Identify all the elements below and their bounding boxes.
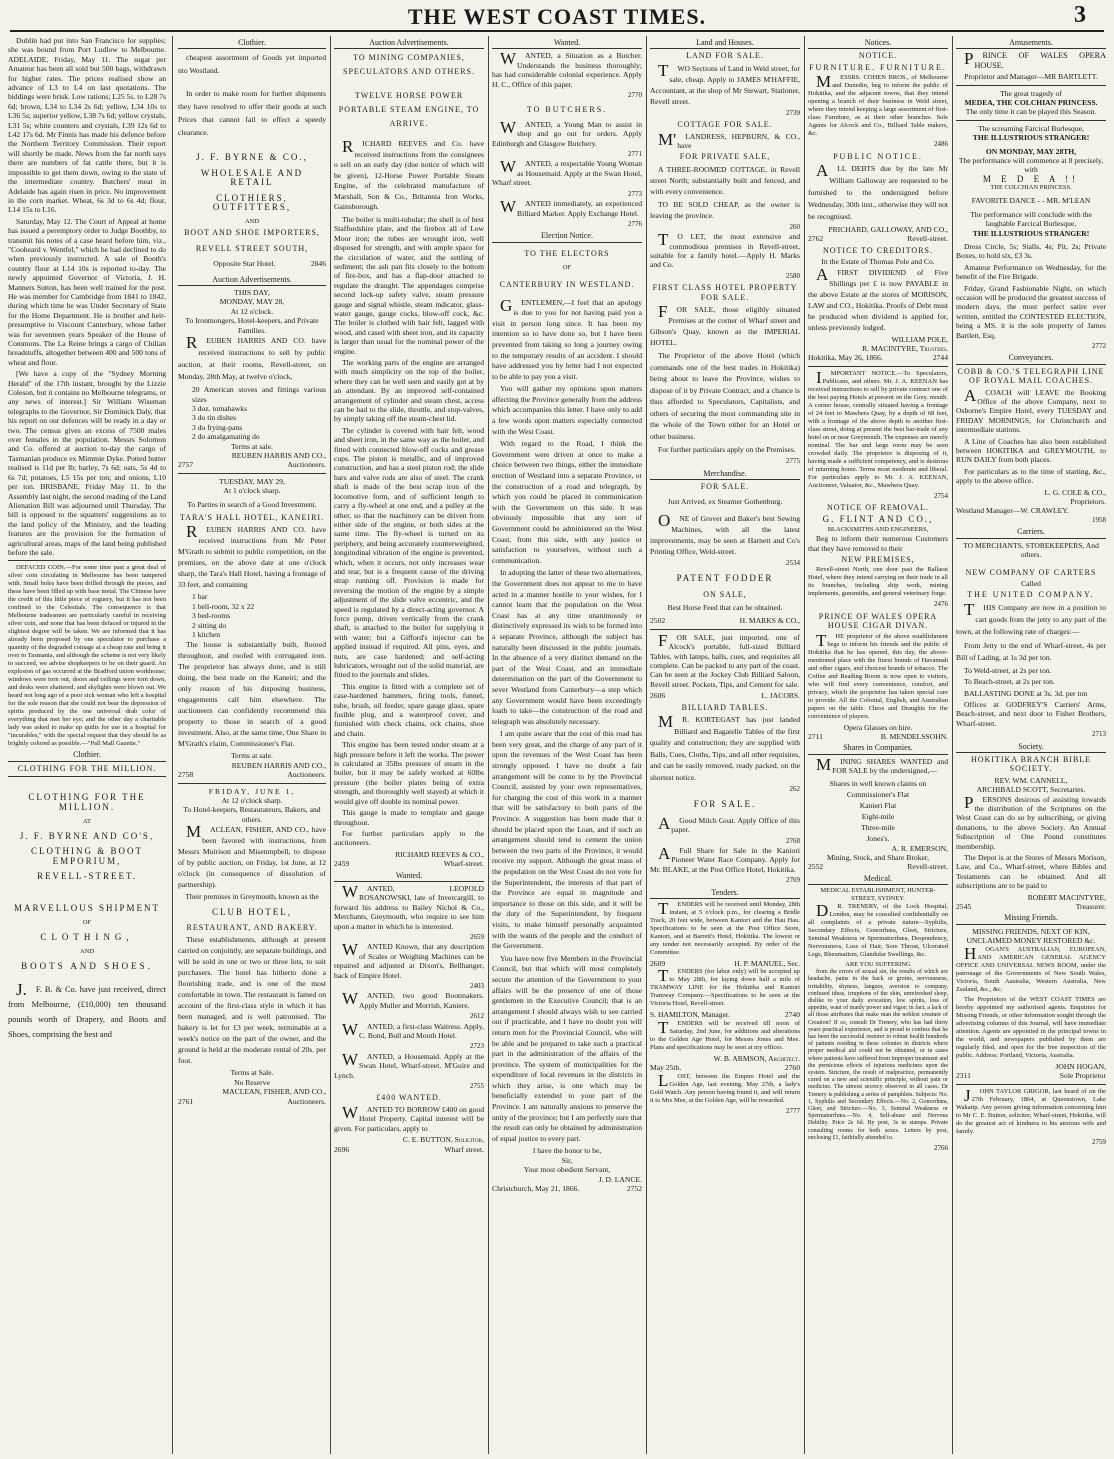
section-heading-shares: Shares in Companies. xyxy=(808,743,948,754)
divider xyxy=(178,473,326,474)
butchers-headline: TO BUTCHERS. xyxy=(526,105,608,115)
hotel-name: CLUB HOTEL, xyxy=(212,906,292,917)
ad-number: 1958 xyxy=(1092,515,1106,524)
column-rule xyxy=(952,36,953,1454)
ad-number: 2755 xyxy=(470,1082,484,1091)
tender-ad: TENDERS will be received till noon of Saturday, 2nd June, for additions and alterations to the Golden Age Hotel, for Messrs Jones and Mee. Plans and specifications may be seen at my offices. xyxy=(650,1017,800,1051)
ad-footer: S. HAMILTON, Manager. 2740 xyxy=(650,1010,800,1020)
column-rule xyxy=(488,36,489,1454)
section-heading-election: Election Notice. xyxy=(492,231,642,242)
list-item: 3 do frying-pans xyxy=(192,422,243,432)
hotel-name: TARA'S HALL HOTEL, KANEIRI. xyxy=(179,512,325,522)
carriers-headline: TO MERCHANTS, STOREKEEPERS, And others. xyxy=(963,540,1099,560)
ad-footer: 2552 Revell-street. xyxy=(808,862,948,872)
clothier-text: In order to make room for further shipments they have resolved to offer their goods at such Prices that cannot fail to effect a speedy clearance. xyxy=(178,89,326,138)
carriers-headline: THE UNITED COMPANY. xyxy=(967,590,1095,600)
divider xyxy=(8,560,166,561)
divider xyxy=(956,85,1106,86)
engine-text: This gauge is made to template and gauge throughout. xyxy=(334,808,484,827)
coach-proprietor: L. G. COLE & CO., xyxy=(1044,487,1106,497)
merch-headline: BILLIARD TABLES. xyxy=(681,702,769,712)
column-rule xyxy=(646,36,647,1454)
theatre-text: The performance will conclude with the laughable Farcical Burlesque, xyxy=(970,209,1092,229)
auctioneer-signature: REUBEN HARRIS AND CO., xyxy=(231,760,326,770)
auction-reserve: No Reserve xyxy=(234,1077,270,1087)
carriers-headline: NEW COMPANY OF CARTERS xyxy=(965,567,1097,577)
ad-footer: 2545 Treasurer. xyxy=(956,902,1106,912)
auction-audience: To Ironmongers, Hotel-keepers, and Private Families. xyxy=(185,316,319,335)
wanted-ad: WANTED TO BORROW £400 on good Hotel Property. Capital interest will be given. For particulars, apply to xyxy=(334,1102,484,1133)
dance-line: FAVORITE DANCE - - MR. M'LEAN xyxy=(971,196,1091,206)
street-name: REVELL-STREET. xyxy=(36,871,138,882)
column-4 xyxy=(492,36,642,1454)
newspaper-title: THE WEST COAST TIMES. xyxy=(407,4,707,29)
ad-footer: 2762 Revell-street. xyxy=(808,234,948,244)
divider xyxy=(650,629,800,630)
wholesale-line: WHOLESALE AND RETAIL xyxy=(200,167,304,188)
section-heading-society: Society. xyxy=(956,742,1106,753)
merch-headline: FOR SALE. xyxy=(700,481,750,491)
play-subtitle: THE COLCHIAN PRINCESS. xyxy=(990,184,1072,192)
clothing-headline: CLOTHING FOR THE MILLION. xyxy=(17,763,157,773)
auction-text: Their premises in Greymouth, known as the xyxy=(185,892,319,902)
news-defaced-coin: DEFACED COIN.—For some time past a great deal of silver coin circulating in Melbourne has been tampered with. Small holes have been drilled through the pieces, and these have been filled up with base metal. The Chinese have the credit of this little piece of roguery, but it has not been confined to the Celestials. The consequence is that Melbourne tradesmen are particularly careful in receiving silver coin, and none that has been defaced or injured in the slightest degree will be taken. We are informed that it has already been proposed by one speculator to purchase a quantity of the degraded coinage at a cheap rate and bring it over to Tasmania, and although the scheme is not very likely to succeed, we advise shopkeepers to be on their guard. An explosion of gas occurred at the Bradford union workhouse; windows were torn out, doors and ceilings were torn down, and desks were shattered, and skylights were blown out. We heard not long ago of a poor sick woman who left a hospital for the sole reason that she could not bear the depression of spirits produced by the one universal drab color of everything that met her eye; and the other day a charitable lady was asked to make up quilts for use in a hospital for "incurables," with the special request that they should be as brightly colored as possible.—"Pall Mall Gazette." xyxy=(8,564,166,748)
letter-closing: I have the honor to be, xyxy=(532,1146,602,1156)
ad-footer: May 25th. 2760 xyxy=(650,1063,800,1073)
missing-text: HOGAN'S AUSTRALIAN, EUROPEAN, AND AMERICAN GENERAL AGENCY OFFICE AND UNIVERSAL NEWS ROOM, under the patronage of the Governments of New South Wales, Victoria, South Australia, Western Australia, New Zealand, &c., &c. xyxy=(956,943,1106,993)
notice-text: ALL DEBTS due by the late Mr William Galloway are requested to be furnished to the undersigned before Wednesday, 30th inst., otherwise they will not be recognised. xyxy=(808,161,948,222)
byrne-name: J. F. BYRNE AND CO'S, xyxy=(19,830,155,841)
society-text: PERSONS desirous of assisting towards the distribution of the Scriptures on the West Coast can do so by subscribing, or giving donations, to the above Society. An Annual Subscription of One Pound constitutes membership. xyxy=(956,792,1106,851)
auction-date: FRIDAY, JUNE 1, xyxy=(208,786,296,796)
ad-number: 2486 xyxy=(934,140,948,149)
election-letter: You have now five Members in the Provincial Council, but that which will most completely secure the attention of the Government to your affairs will be the presence of one of those gentlemen in the Executive Council; that is an arrangement I should always wish to see carried out if practicable, and I have no doubt you will return men for the Provincial Council, who will be able and be prepared to take such a practical part in the administration of the affairs of the province. The system of municipalities for the expenditure of local revenues in the districts in which they arise, is one which may be beneficially extended to your part of the Province. I am naturally anxious to preserve the unity of the province; but I am perfectly sure that the result can only be obtained by administration of equal justice to every part. xyxy=(492,953,642,1143)
address-line: REVELL STREET SOUTH, xyxy=(195,243,309,253)
agency-signature: JOHN HOGAN, xyxy=(1055,1061,1106,1071)
ad-word: AND xyxy=(79,948,95,956)
ad-number: 262 xyxy=(789,785,800,793)
section-heading-clothier: Clothier. xyxy=(178,38,326,49)
auction-date: MONDAY, MAY 28, xyxy=(219,297,285,307)
ticket-prices: Dress Circle, 5s; Stalls, 4s; Pit, 2s; Private Boxes, to hold six, £3 3s. xyxy=(956,241,1106,261)
engine-text: The cylinder is covered with hair felt, wood and sheet iron, in the same way as the boiler, and fitted with connected blow-off cocks and grease cups. The piston is metallic, and of improved construction, and has a steel piston rod; the slide bars and valve rods are also of steel. The crank shaft is made of the best scrap iron of the locomotive form, and of sufficient length to carry a fly-wheel at one end, and a pulley at the other, so that the machinery can be driven from either side of the engine, or both sides at the same time. The fly-wheel is turned on its periphery, and being accurately counterweighted, longitudinal vibration of the engine is prevented, which, when it occurs, not only increases wear and tear, but is a frequent cause of the driving strap running off. Provision is made for reversing the motion of the engine by a simple adjustment of the slide valve eccentric, and the speed is regulated by a direct-acting governor. A force pump, driven vertically from the crank shaft, is attached to the boiler for supplying it with water; but a Gifford's injector can be applied instead if required. All pins, eyes, and nuts, are case hardened; and self-acting lubricators, wrought out of the solid material, are fitted to the journals and slides. xyxy=(334,425,484,680)
trustee-name: WILLIAM POLE, xyxy=(891,334,948,344)
merch-ad: AGood Milch Goat. Apply Office of this paper. xyxy=(658,813,800,835)
ad-footer: 2459 Wharf-street. xyxy=(334,859,484,869)
section-heading-clothier: Clothier. xyxy=(8,750,166,761)
auction-time: At 12 o'clock. xyxy=(230,306,274,316)
theatre-manager: Proprietor and Manager—MR BARTLETT. xyxy=(964,72,1098,82)
ad-footer: Christchurch, May 21, 1866. 2752 xyxy=(492,1184,642,1194)
auction-text: The house is substantially built, floored throughout, and roofed with corrugated iron. The proprietor has always done, and is still doing, the best trade on the Kaneiri; and the only reason of his disposing business, engagements call him elsewhere. The auctioneers can confidently recommend this property to those in search of a good investment. Also, at the same time, One Share in M'Grath's claim, Commissioner's Flat. xyxy=(178,640,326,749)
wanted-ad: WANTED Known, that any description of Scales or Weighing Machines can be repaired and adjusted at Dixon's, Bellhanger, back of Empire Hotel. xyxy=(334,940,484,980)
divider xyxy=(956,1084,1106,1085)
section-heading-notices: Notices. xyxy=(808,38,948,49)
section-heading-auction: Auction Advertisements. xyxy=(178,275,326,286)
theatre-text: The screaming Farcical Burlesque, xyxy=(978,123,1084,133)
merch-ad: AFull Share for Sale in the Kaniori Pioneer Water Race Company. Apply for Mr. BLAKE, at the Post Office Hotel, Hokitika. xyxy=(650,844,800,874)
news-telegrams: Dublin had put into San Francisco for supplies; she was bound from Port Ludlow to Melbourne. ADELAIDE, Friday, May 11. The sugar per Amateur has been all sold but 500 bags, withdrawn for higher rates. The prices realised show an advance of L3 to L4 on last quotations. The biddings were brisk. Low rations; L25 5s. to L28 7s 6d; brown, L34 to L34 2s 6d; yellow, L34 10s to L36 5s; superior yellow, L38 7s 6d; yellow crystals, L31 5s; white counters and crystals, L39 12s 6d to L42 17s 6d. Mr Finnis has made his defence before the Northern Territory Commission. Their report will shortly be made. News from the far north says there are numbers of fat cattle there, but it is impossible to get them down, owing to the state of the intermediate country. Butchers' meat in Adelaide has again risen in price. No improvement in the corn market. Wheat, 6s 3d to 6s 4d; flour, L14 15s to L16. xyxy=(8,36,166,215)
solicitor-signature: C. E. BUTTON, Solicitor, xyxy=(402,1135,484,1145)
auction-time: At 12 o'clock sharp. xyxy=(221,796,283,806)
play-title: M E D E A !! xyxy=(982,173,1080,184)
election-headline: TO THE ELECTORS xyxy=(524,248,610,258)
ad-number: 2580 xyxy=(786,271,800,280)
list-item: Kanieri Flat xyxy=(859,800,897,810)
list-item: 3 do tin dishes xyxy=(192,413,237,423)
notice-estate: In the Estate of Thomas Pole and Co. xyxy=(821,257,935,267)
wanted-ad: WANTED immediately, an experienced Billiard Marker. Apply Exchange Hotel. xyxy=(500,197,642,218)
broker-name: A. R. EMERSON, xyxy=(891,843,948,853)
notice-text: IMPORTANT NOTICE.—To Speculators, Publicans, and others. Mr. J. A. KEENAN has received instructions to sell by private contract one of the best paying Hotels at present on the Grey. mouth. A corner house, centrally situated having a frontage of 24 feet to Mawhera Quay, by a depth of 68 feet, with a frontage of the above depth to another first-class street, doing at present the best bar-trade of any hotel on or near Greymouth. The expenses are merely nominal. The bar and large room may be seen crowded daily. The proprietor is disposing of it, having made a sufficient competency, and is desirous of returning home. Terms most moderate and liberal. For particulars apply to Mr. J. A. KEENAN, Auctioneer, Valuator, &c., Mawhera Quay. xyxy=(808,367,948,489)
merch-note: Best Horse Feed that can be obtained. xyxy=(667,602,783,612)
notice-text: Beg to inform their numerous Customers that they have removed to their xyxy=(808,534,948,553)
notice-headline: PUBLIC NOTICE. xyxy=(833,151,923,161)
land-headline: FOR PRIVATE SALE, xyxy=(679,152,771,162)
merch-note: Just Arrived, ex Steamer Gothenburg. xyxy=(667,497,783,507)
emporium-name: CLOTHING & BOOT EMPORIUM, xyxy=(31,846,143,866)
ad-footer: 2758 Auctioneers. xyxy=(178,770,326,780)
list-item: 1 kitchen xyxy=(192,630,221,639)
ad-footer: Westland Manager—W. CRAWLEY. xyxy=(956,506,1069,516)
notice-text: MESSRS. COHEN BROS., of Melbourne and Dunedin, beg to inform the public of Hokitika, and the adjacent towns, that they intend opening a branch of their business in Weld street, where they intend keeping a large assortment of first-class Furniture, as at their other branches. Sole Agents for Alcock and Co., Billiard Table makers, &c. xyxy=(808,72,948,138)
engine-text: This engine is fitted with a complete set of case-hardened hammers, firing tools, funnel, tube, brush, oil feeder, spare gauge glass, spare fusible plug, and a waterproof cover, and furnished with check chains, ock chains, shoe and chain. xyxy=(334,681,484,738)
notice-headline: NOTICE TO CREDITORS. xyxy=(822,245,933,255)
society-secretaries: REV. WM. CANNELL, ARCHIBALD SCOTT, Secretaries. xyxy=(976,775,1086,795)
land-ad: TWO Sections of Land in Weld street, for sale, cheap. Apply to JAMES M'HAFFIE, Accountant, at the shop of Mr Stewart, Stationer, Revell street. xyxy=(650,60,800,106)
section-heading-wanted: Wanted. xyxy=(334,871,484,882)
ad-number: 2476 xyxy=(934,600,948,609)
notice-text: Revell-street North, one door past the Ballarat Hotel, where they intend carrying on their trade in all its branches, including ship work, mining implements, gunsmiths, and general veterinary forge. xyxy=(808,566,948,598)
section-heading-merchandise: Merchandise. xyxy=(650,469,800,480)
notice-text: Opera Glasses on hire. xyxy=(843,722,913,732)
wanted-ad: WANTED, a first-class Waitress. Apply, C. Bond, Bull and Mouth Hotel. xyxy=(342,1019,484,1041)
land-ad: For further particulars apply on the Premises. xyxy=(658,445,796,455)
list-item: 3 bed-rooms xyxy=(192,611,231,621)
divider xyxy=(178,783,326,784)
address-note: Opposite Star Hotel. 2846 xyxy=(213,259,326,269)
ad-footer: Hokitika, May 26, 1866. 2744 xyxy=(808,353,948,363)
ad-number: 2776 xyxy=(628,219,642,228)
ad-number: 2768 xyxy=(786,836,800,845)
coach-proprietor: Proprietors. xyxy=(1070,497,1106,507)
notice-headline: NOTICE. xyxy=(858,51,898,61)
medical-headline: MEDICAL ESTABLISHMENT, HUNTER-STREET, SYDNEY. xyxy=(820,887,936,903)
merch-headline: PATENT FODDER xyxy=(676,573,774,584)
carriers-text: Offices at GODFREY'S Carriers' Arms, Beach-street, and next door to Fisher Brothers, Wharf-street. xyxy=(956,699,1106,728)
architect-signature: W. B. ARMSON, Architect. xyxy=(713,1053,800,1063)
engine-text: This engine has been tested under steam at a high pressure before it left the works. The power is calculated at 35lbs pressure of steam in the boiler, but it may be safely worked at 60lbs pressure (the boiler plates being of extra strength, and thoroughly well stayed) at which it would give off double its nominal power. xyxy=(334,740,484,806)
medical-text: DR. TRENERY, of the Lock Hospital, London, may be consulted confidentially on all complaints of a private nature—Syphilis, Secondary Effects, Gonorrhœa, Gleet, Stricture, Seminal Weakness or Spermatorrhœa, Despondency, Nervousness, Loss of Hair, Sore Throat, Ulcerated Legs, Rheumatism, Glandular Swellings, &c. xyxy=(808,901,948,959)
clothiers-line: CLOTHIERS, OUTFITTERS, xyxy=(212,192,292,213)
wanted-ad: WANTED, a Housemaid. Apply at the Swan Hotel, Wharf-street. M'Guire and Lynch. xyxy=(334,1049,484,1080)
coach-text: ACOACH will LEAVE the Booking Office of the above Company, next to Osborne's Empire Hotel, every TUESDAY and FRIDAY MORNINGS, for Christchurch and intermediate stations. xyxy=(956,385,1106,435)
play-title: THE ILLUSTRIOUS STRANGER! xyxy=(972,228,1090,238)
ad-word: OF xyxy=(82,919,92,926)
ad-word: AND xyxy=(244,218,260,226)
hotel-rooms xyxy=(192,592,326,639)
column-6 xyxy=(808,36,948,1454)
auction-time: At 1 o'clock sharp. xyxy=(223,486,281,496)
ad-number: 2773 xyxy=(628,189,642,198)
land-headline: FIRST CLASS HOTEL PROPERTY FOR SALE. xyxy=(652,283,798,302)
lost-ad: LOST, between the Empire Hotel and the Golden Age, last evening, May 27th, a lady's Gold Watch. Any person having found it, and will return it to Mrs Mee, at the Golden Age, will be rewarded. xyxy=(650,1070,800,1104)
play-title: MEDEA, THE COLCHIAN PRINCESS. xyxy=(964,98,1098,108)
letter-closing: Your most obedient Servant, xyxy=(523,1165,611,1175)
importers-line: BOOT AND SHOE IMPORTERS, xyxy=(184,228,320,238)
letter-signature: J. D. LANCE. xyxy=(598,1174,642,1184)
land-ad: The Proprietor of the above Hotel (which commands one of the best trades in Hokitika) being about to leave the Province, wishes to dispose of it by Private Contract, and a chance is thus afforded to Speculators, Capitalists, and others of securing the most commanding site in the whole of the Town either for an Hotel or other business. xyxy=(650,351,800,441)
engine-text: For further particulars apply to the auctioneers. xyxy=(334,828,484,848)
land-ad: M'LANDRESS, HEPBURN, & CO., have xyxy=(658,129,800,151)
treasurer-name: ROBERT MACINTYRE, xyxy=(1027,892,1106,902)
column-2 xyxy=(178,36,326,1454)
engine-headline: TO MINING COMPANIES, SPECULATORS AND OTHERS. xyxy=(343,53,475,77)
performance-date: ON MONDAY, MAY 28TH, xyxy=(985,146,1077,156)
election-letter: With regard to the Road, I think the Government were driven at once to make a choice between two things, either the immediate erection of Westland into a separate Province, or the construction of a road and telegraph, by which you could be placed in communication with the Government on this side. It was obviously impossible that any sort of Government could be administered on the West Coast, from this side, with any justice or satisfaction to yourselves, without such a communication. xyxy=(492,439,642,565)
section-heading-carriers: Carriers. xyxy=(956,527,1106,538)
notice-headline: NOTICE OF REMOVAL. xyxy=(826,503,930,513)
wanted-ad: WANTED, LEOPOLD ROSANOWSKI, late of Invercargill, to forward his address to Bailey Nichol & Co., Merchants, Greymouth, who require to see him upon a matter in which he is interested. xyxy=(334,881,484,931)
list-item: 2 sitting do xyxy=(192,620,227,630)
auction-terms: Terms at sale. xyxy=(231,441,273,451)
list-item: 1 bar xyxy=(192,592,208,602)
ad-number: 2759 xyxy=(1092,1137,1106,1146)
ad-number: 2713 xyxy=(1092,730,1106,739)
notice-headline: PRINCE OF WALES OPERA HOUSE CIGAR DIVAN. xyxy=(818,611,938,631)
company-name: G. FLINT AND CO., xyxy=(822,513,934,524)
letter-closing: Sir, xyxy=(561,1155,573,1165)
column-7 xyxy=(956,36,1106,1454)
byrne-name: J. F. BYRNE & CO., xyxy=(196,152,308,163)
section-heading-land: Land and Houses. xyxy=(650,38,800,49)
ad-number: 2769 xyxy=(786,876,800,885)
ad-footer: 2502 H. MARKS & CO., xyxy=(650,616,800,626)
play-title: THE ILLUSTRIOUS STRANGER! xyxy=(972,133,1090,143)
election-headline: CANTERBURY IN WESTLAND. xyxy=(499,280,635,290)
land-ad: TO BE SOLD CHEAP, as the owner is leaving the province. xyxy=(650,199,800,220)
list-item: 20 American stoves and fittings various sizes xyxy=(192,385,326,404)
ad-footer: 2609 H. P. MANUEL, Sec. xyxy=(650,959,800,969)
ad-number: 2739 xyxy=(786,108,800,117)
election-letter: You will gather my opinions upon matters affecting the Province generally from the address which accompanies this letter. I have only to add a few words upon matters especially connected with the West Coast. xyxy=(492,384,642,436)
medical-headline: ARE YOU SUFFERING xyxy=(845,961,911,969)
theatre-text: The great tragedy of xyxy=(1000,88,1062,98)
loan-headline: £400 WANTED. xyxy=(376,1093,442,1103)
missing-text: The Proprietors of the WEST COAST TIMES are hereby appointed my authorised agents. Enquiries for Missing Friends, or other information sought through the advertising columns of this Journal, will have immediate attention. Agents are appointed in the principal towns in the world, and newspapers published by them are regularly filed, and open for the free inspection of the public. Address: Portland, Victoria, Australia. xyxy=(956,995,1106,1059)
section-heading-conveyances: Conveyances. xyxy=(956,353,1106,364)
auction-terms: Terms at sale. xyxy=(231,751,273,761)
ad-footer: 2711 B. MENDELSSOHN. xyxy=(808,731,948,741)
tender-ad: TENDERS (for labor only) will be accepted up to May 28th, for laying down half a mile of TRAMWAY LINE for the Hokitika and Kaniori Tramway Company.—Specifications to be seen at the Victoria Hotel, Revell-street. xyxy=(650,966,800,1008)
ad-number: 2772 xyxy=(1092,341,1106,350)
carriers-headline: Called xyxy=(1021,578,1041,588)
clothing-word: CLOTHING, xyxy=(40,932,134,942)
land-ad: TO LET, the most extensive and commodious premises in Revell-street, suitable for a family hotel.—Apply H. Marks and Co. xyxy=(650,230,800,270)
ad-number: 2766 xyxy=(934,1144,948,1153)
auction-text: These establishments, although at present carried on conjointly, are separate buildings, and will be sold in one or two or three lots, to suit purchasers. The hotel has hitherto done a flourishing trade, and is one of the most comfortable in town. The restaurant is famed on account of the first-class style in which it has been managed, and is well patronised. The bakery is let for £3 per week, terminable at a week's notice on the part of the owner, and the ground is held at the moderate rental of 20s. per foot. xyxy=(178,935,326,1066)
theatre-text: The only time it can be played this Season. xyxy=(965,107,1097,117)
ad-word: OF xyxy=(562,264,572,272)
ad-footer: 2757 Auctioneers. xyxy=(178,460,326,470)
ad-number: 2534 xyxy=(786,558,800,567)
wanted-ad: WANTED, a Situation as a Butcher. Understands the business thoroughly; has had considerable colonial experience. Apply H. C., Office of this paper. xyxy=(492,49,642,89)
hotel-subtitle: RESTAURANT, AND BAKERY. xyxy=(186,923,318,933)
land-ad: A THREE-ROOMED COTTAGE, in Revell street North; substantially built and fenced, and with every convenience. xyxy=(650,164,800,196)
auction-text: MACLEAN, FISHER, AND CO., have been favored with instructions, from Messrs Muirison and Misenmpbell, to dispose of by public auction, on Friday, 1st June, at 12 o'clock (in consequence of dissolution of partnership). xyxy=(178,822,326,890)
clothier-text: cheapest assortment of Goods yet imported nto Westland. xyxy=(178,53,326,76)
auctioneer-signature: REUBEN HARRIS AND CO., xyxy=(231,450,326,460)
shares-list xyxy=(808,778,948,844)
ad-number: 2723 xyxy=(470,1042,484,1051)
ad-footer: 2761 Auctioneers. xyxy=(178,1096,326,1106)
auction-text: REUBEN HARRIS AND CO. have received instructions to sell by public auction, at their rooms, Revell-street, on Monday, 28th May, at twelve o'clock, xyxy=(178,333,326,382)
section-heading-medical: Medical. xyxy=(808,874,948,885)
auction-date: TUESDAY, MAY 29, xyxy=(219,476,285,486)
medical-text: from the errors of sexual sin, the results of which are headache, pains in the back or groins, nervousness, irritability, shyness, languor, aversion to company, confused ideas, irruptions of the skin, unrefreshed sleep, dislike to your daily avocation, low spirits, loss of appetite, want of manly power and vigor; in fact, a lack of all those attributes that make man the noblest creature of Creation? If so, consult Dr Trenery, who has had thirty years practical experience, and is proud to confess that he has been the successful restorer to robust health hundreds of patients residing in these colonies in districts where proper medical aid could not be obtained, or in cases where patients have suffered from improper treatment and the pernicious effects of injurious medicines upon the system. Stricture, the result of malpractice, permanently cured on a new and scientific principle, without pain or medicine. The utmost secrecy observed in all cases. Dr Trenery is publishing a series of pamphlets. Subjects: No. 1, Syphilis and Secondary Effects.—No. 2, Gonorrhœa, Gleet, and Stricture.—No. 3, Seminal Weakness or Spermatorrhœa.—No. 4, Self-abuse and Nervous Debility. Price 2s 6d. By post, 3s in stamps. Private consulting rooms for both sexes. Letters by post, enclosing £1, faithfully attended to. xyxy=(808,969,948,1141)
ad-number: 2771 xyxy=(628,150,642,159)
masthead xyxy=(0,0,1114,30)
auction-terms: Terms at Sale. xyxy=(230,1068,274,1078)
engine-headline: TWELVE HORSE POWER PORTABLE STEAM ENGINE, TO ARRIVE. xyxy=(338,91,480,129)
ad-number: 2770 xyxy=(628,91,642,100)
list-item: 1 bell-room, 32 x 22 xyxy=(192,601,255,611)
list-item: Commissioner's Flat xyxy=(846,789,910,799)
divider xyxy=(8,776,166,777)
land-headline: LAND FOR SALE. xyxy=(686,51,764,61)
broker-title: Mining, Stock, and Share Broker, xyxy=(827,852,929,862)
election-letter: I am quite aware that the cost of this road has been very great, and the charge of any part of it upon the revenues of the West Coast has been strongly opposed. I have no doubt a fair arrangement will be come to by the Provincial Council, assisted by your own representatives, for charging the cost of this work in a manner that will be satisfactory to both parts of the Province. A suggestion has been made that it should be placed upon the Loan, and if such an arrangement should tend to cement the union between the two parts of the Province, it would receive my support. Although the great mass of the population on the West Coast do not vote for the Superintendent, the interests of that part of the Province are equal in magnitude and importance to those on this side, and it will be the duty of the Superintendent, by frequent visits, to make himself personally acquainted with the wants of the people and the conduct of the Government. xyxy=(492,729,642,951)
auction-day: THIS DAY, xyxy=(234,288,270,298)
engine-text: The boiler is multi-tubular; the shell is of best Staffordshire plate, and the firebox all of Low Moor iron; the tubes are wrought iron, well disposed for strength, and with ample space for the circulation of water, and the settling of sediment; the ash pan fits closely to the bottom of fire-box, and has a flap-door attached to regulate the draught. The appendages comprise second lock-up safety valve, steam pressure gauge and signal whistle, steam indicator, glass-water gauge, gauge cocks, blow-off cock, &c. The boiler is clothed with hair felt, lagged with wood, and cased with sheet iron, and its capacity is larger than usual for the nominal power of the engine. xyxy=(334,214,484,356)
carriers-text: BALLASTING DONE at 3s. 3d. per ton xyxy=(964,688,1088,698)
ad-number: 2659 xyxy=(470,932,484,941)
clothing-headline: CLOTHING FOR THE MILLION. xyxy=(28,792,146,812)
carriers-text: THIS Company are now in a position to cart goods from the jetty to any part of the town, at the following rate of charges:— xyxy=(956,599,1106,636)
section-heading-missing: Missing Friends. xyxy=(956,913,1106,924)
ad-word: AT xyxy=(83,817,91,825)
merch-headline: FOR SALE. xyxy=(693,799,757,810)
wanted-ad: WANTED, a Young Man to assist in shop and go out for orders. Apply Edinburgh and Glasgow Butchery. xyxy=(492,117,642,148)
section-heading-auction: Auction Advertisements. xyxy=(334,38,484,49)
merch-ad: FOR SALE, just imported, one of Alcock's portable, full-sized Billiard Tables, with lamps, balls, cues, and requisites all complete. Can be packed to any part of the coast. Can be seen at the Jockey Club Billiard Saloon, Revell street. Pockets, Tips, and Cement for sale. xyxy=(650,630,800,689)
auction-items xyxy=(192,385,326,441)
masthead-rule xyxy=(10,30,1104,32)
coach-headline: COBB & CO.'S TELEGRAPH LINE OF ROYAL MAIL COACHES. xyxy=(957,366,1105,386)
divider xyxy=(808,366,948,367)
notice-text: AFIRST DIVIDEND of Five Shillings per £ is now PAYABLE in the above Estate at the stores of MORISON, LAW and CO., Hokitika. Proofs of Debt must be produced when dividend is applied for, unless previously lodged. xyxy=(808,264,948,332)
company-trade: BLACKSMITHS AND ENGINEERS, xyxy=(827,526,929,534)
column-rule xyxy=(172,36,173,1454)
notice-signature: PRICHARD, GALLOWAY, AND CO., xyxy=(828,225,948,235)
theatre-name: PRINCE OF WALES OPERA HOUSE. xyxy=(964,49,1106,70)
list-item: 3 doz. tomahawks xyxy=(192,403,248,413)
engine-text: RICHARD REEVES and Co. have received instructions from the consignees o sell on an early day (due notice of which will be given), 12-Horse Power Portable Steam Engine, of the celebrated manufacture of Marshall, Son & Co., Britannia Iron Works, Gainsborough. xyxy=(334,137,484,212)
section-heading-amusements: Amusements. xyxy=(956,38,1106,49)
theatre-text: The performance will commence at 8 precisely, with xyxy=(958,156,1104,175)
ad-footer: 2606 L. JACOBS. xyxy=(650,691,800,701)
ad-number: 2612 xyxy=(470,1012,484,1021)
section-heading-wanted: Wanted. xyxy=(492,38,642,49)
list-item: Jones's. xyxy=(866,833,890,843)
trustee-name: R. MACINTYRE, Trustees. xyxy=(862,344,948,354)
ad-number: 2775 xyxy=(786,457,800,466)
auction-text: REUBEN HARRIS AND CO. have received instructions from Mr Peter M'Grath to submit to public competition, on the premises, on the above date at one o'clock sharp, the Tara's Hall Hotel, having a frontage of 33 feet, and containing xyxy=(178,522,326,590)
boots-headline: BOOTS AND SHOES. xyxy=(21,961,153,972)
column-5 xyxy=(650,36,800,1454)
carriers-text: From Jetty to the end of Wharf-street, 4s per Bill of Lading, at 1s 3d per ton. xyxy=(956,640,1106,662)
ad-footer: 2311 Sole Proprietor xyxy=(956,1071,1106,1081)
ad-number: 2754 xyxy=(934,491,948,500)
theatre-text: Amateur Performance on Wednesday, for the benefit of the Fire Brigade. xyxy=(956,262,1106,282)
ad-footer: 2696 Wharf street. xyxy=(334,1144,484,1154)
auctioneer-signature: RICHARD REEVES & CO., xyxy=(395,849,484,859)
society-headline: HOKITIKA BRANCH BIBLE SOCIETY. xyxy=(970,754,1092,774)
shares-text: MINING SHARES WANTED and FOR SALE by the undersigned,— xyxy=(816,754,948,776)
coach-text: For particulars as to the time of starting, &c., apply to the above office. xyxy=(956,466,1106,486)
column-1 xyxy=(8,36,166,1454)
wanted-ad: WANTED, two good Bootmakers. Apply Muller and Morrish, Kaniere. xyxy=(342,989,484,1010)
list-item: 2 do amalgamating do xyxy=(192,432,260,442)
list-item: Eight-mile xyxy=(861,811,895,821)
shipment-headline: MARVELLOUS SHIPMENT xyxy=(13,902,161,913)
merch-headline: ON SALE, xyxy=(703,589,747,599)
section-heading-tenders: Tenders. xyxy=(650,888,800,899)
land-ad: FOR SALE, those eligibly situated Premises at the corner of Wharf street and Gibson's Quay, known as the IMPERIAL HOTEL. xyxy=(650,302,800,348)
column-3 xyxy=(334,36,484,1454)
auction-audience: To Hotel-keepers, Restaurateurs, Bakers, and others. xyxy=(183,805,321,824)
auctioneer-signature: MACLEAN, FISHER, AND CO., xyxy=(222,1087,326,1097)
news-saturday: Saturday, May 12. The Court of Appeal at home has issued a peremptory order to Judge Boothby, to transmit his notes of a case heard before him, viz., "Cooheard v. Wentfel," which he had declined to do when previously instructed. A sale of Booth's country flour at L14 10s is reported to-day. The newly appointed Governor of Victoria, J. H. Manners Sutton, has been well trained for the post. He was member for Cambridge from 1841 to 1842, during which time he was Under Secretary of State for the Home Department. He is brother and heir-presumptive to Viscount Canterbury, whose father was for seventeen years Speaker of the House of Commons. The La Reine brings a cargo of Chilian breadstuffs, altogether between 400 and 500 tons of wheat and flour. xyxy=(8,216,166,367)
list-item: Shares in well known claims on xyxy=(829,778,927,788)
notice-headline: FURNITURE. FURNITURE. xyxy=(809,62,947,72)
wanted-ad: WANTED, a respectable Young Woman as Housemaid. Apply at the Swan Hotel, Wharf street. xyxy=(492,157,642,188)
election-letter: GENTLEMEN,—I feel that an apology is due to you for not having paid you a visit in person long since. It has been my intention so to have done so, but I have been prevented from taking so long a journey owing to the temporary results of an accident. I should have addressed you by letter had I not expected to be able to pay you a visit. xyxy=(492,295,642,381)
notice-headline: NEW PREMISES, xyxy=(841,554,915,564)
ad-number: 260 xyxy=(789,222,800,231)
ad-number: 2403 xyxy=(470,982,484,990)
land-headline: COTTAGE FOR SALE. xyxy=(677,120,773,130)
missing-headline: MISSING FRIENDS, NEXT OF KIN, UNCLAIMED MONEY RESTORED &c. xyxy=(966,926,1096,946)
page-number: 3 xyxy=(1074,2,1086,28)
auction-audience: To Parties in search of a Good Investment. xyxy=(187,499,317,509)
column-rule xyxy=(804,36,805,1454)
column-rule xyxy=(330,36,331,1454)
news-sydney: [We have a copy of the "Sydney Morning Herald" of the 17th instant, brought by the Lizzie Coleson, but it contains no Melbourne telegrams, or any news of interest.] Sir William Wiseman telegraphs to the Governor, Sir Dominick Daly, that his report on our defences will be ready in a day or two. The census gives an excess of 7500 males over females in the population. Messrs Solomon and Co. offered at auction to-day the cargo of Tasmanian produce ex Mimmie Dyke. Potted butter realised is 11d per lb; barley, 7s 6d; oats, 5s 4d to 6s 7d; potatoes, L5 15s per ton; and onions, L10 per ton. BRISBANE, Friday May 11. In the Assembly last night, the second reading of the Land Alienation Bill was adjourned until Thursday. The bill is opposed to the squatters' suggestions as to the land policy of the Ministry, and the leading features are the provision for the formation of agricultural areas, maps of the land being published before the sale. xyxy=(8,369,166,557)
theatre-text: Friday, Grand Fashionable Night, on which occasion will be produced the greatest success of modern days, the most perfect satire ever written, entitled the CONTESTED ELECTION, being a MS. it is the sole property of James Bartlett, Esq. xyxy=(956,283,1106,340)
engine-text: The working parts of the engine are arranged with much simplicity on the top of the boiler, where they can be well seen and easily got at by an attendant. By an improved self-contained arrangement of cylinder and steam chest, access can be had to the slide, throttle, and stop-valves, by simply taking off the steam-chest lid. xyxy=(334,358,484,424)
jfb-announcement: J.F. B. & Co. have just received, direct from Melbourne, (£10,000) ten thousand pounds worth of Drapery, and Boots and Shoes, comprising the best and xyxy=(8,979,166,1039)
divider xyxy=(956,120,1106,121)
coach-text: A Line of Coaches has also been established between HOKITIKA and GREYMOUTH, to RUN DAILY from both places. xyxy=(956,436,1106,465)
ad-number: 2777 xyxy=(786,1106,800,1115)
tender-ad: TENDERS will be received until Monday, 28th instant, at 5 o'clock p.m., for clearing a Bridle Track, 20 feet wide, between Kaniori and the Hau Hau. Specifications to be seen at the Post Office Store, Kaniori, and at Barrett's Hotel, Hokitika. The lowest or any tender not necessarily accepted. By order of the Committee. xyxy=(650,899,800,957)
carriers-text: To Beach-street, at 2s per ton. xyxy=(964,677,1055,687)
missing-text: JOHN TAYLOR GRIGOR, last heard of on the 27th February, 1864, at Queenstown, Lake Wakatip. Any person giving information concerning him to Mr C. E. Button, solicitor, Wharf-street, Hokitika, will do the greatest act of kindness to his anxious wife and family. xyxy=(956,1085,1106,1135)
merch-ad: MR. KORTEGAST has just landed Billiard and Bagatelle Tables of the first quality and construction; they are supplied with Balls, Cues, Cloths, Tips, and all other requisites, and can be easily removed, ready packed, on the shortest notice. xyxy=(650,712,800,782)
list-item: Three-mile xyxy=(861,822,895,832)
notice-text: THE proprietor of the above establishment begs to inform his friends and the public of Hokitika that he has opened, this day, the above-mentioned place with the finest brands of Havannah and other cigars, and choicest brands of tobacco. The Coffee and Reading Room is now open to visitors, who will find every convenience, comfort, and privacy, which the proprietor has taken special care to provide. All the Colonial, English, and Australian papers on the table. Chess and Draughts for the convenience of players. xyxy=(808,630,948,720)
election-letter: In adopting the latter of these two alternatives, the Government does not appear to me to have acted in a manner hostile to your wishes, for I cannot learn that the population on the West Coast has at any time unanimously or distinctively expressed its wish to be formed into a separate Province, although the subject has naturally been discussed in the public journals. In the absence of a very distinct demand on the part of the West Coast, and an immediate determination on the part of the Government to sever Westland from Canterbury—a step which any Government would have been exceedingly loath to take—the construction of the road and telegraph was absolutely necessary. xyxy=(492,568,642,726)
carriers-text: To Weld-street, at 2s per ton. xyxy=(964,665,1052,675)
society-text: The Depot is at the Stores of Messrs Morison, Law, and Co., Wharf-street, where Bibles and Testaments can be obtained. And all subscriptions are to be paid to xyxy=(956,853,1106,891)
merch-ad: ONE of Grover and Baker's best Sewing Machines, with all the latest improvements, may be seen at Harnett and Co's Printing Office, Weld-street. xyxy=(650,510,800,556)
